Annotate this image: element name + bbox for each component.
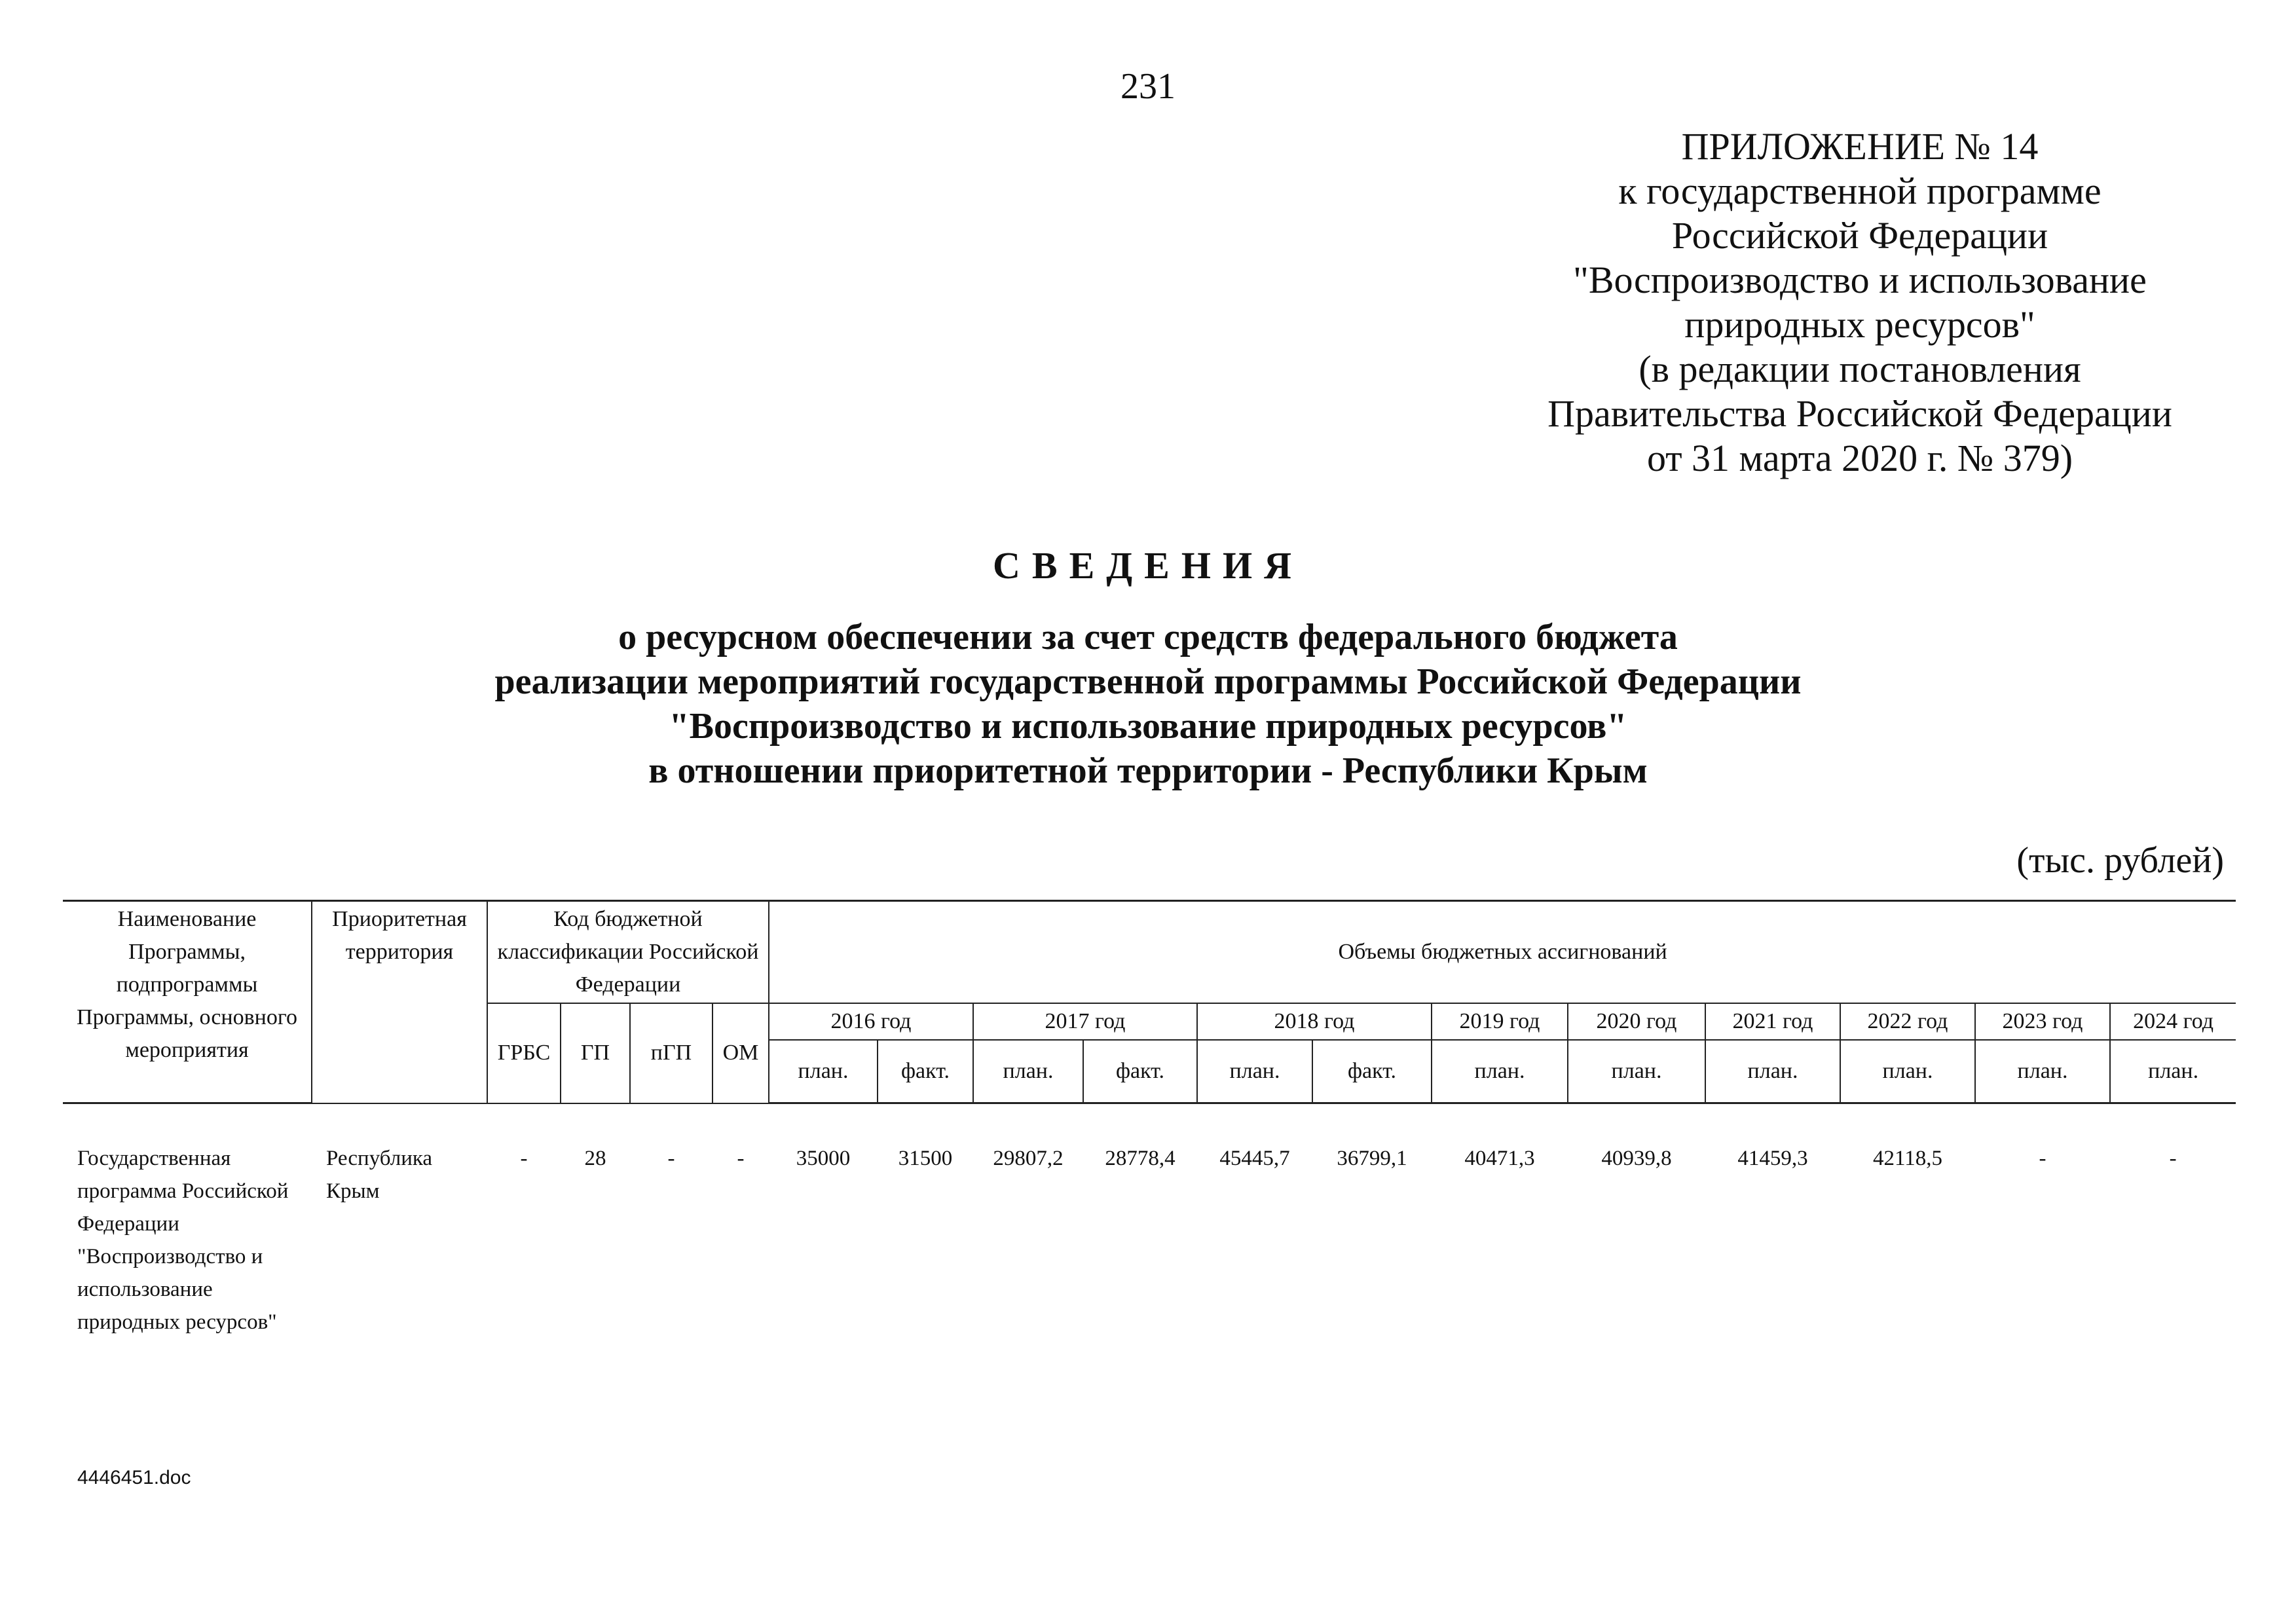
header-name: Наименование Программы, подпрограммы Программы, основного мероприятия <box>63 901 312 1103</box>
units-label: (тыс. рублей) <box>2016 840 2224 881</box>
value-2016-plan: 35000 <box>796 1147 851 1170</box>
header-year-2022: 2022 год <box>1840 1003 1975 1040</box>
header-territory: Приоритетная территория <box>312 901 487 1103</box>
header-year-2018: 2018 год <box>1197 1003 1432 1040</box>
value-2024-plan: - <box>2169 1147 2177 1170</box>
appendix-line: к государственной программе <box>1618 170 2102 212</box>
value-2018-plan: 45445,7 <box>1219 1147 1290 1170</box>
page-number: 231 <box>1120 66 1176 107</box>
value-2022-plan: 42118,5 <box>1873 1147 1943 1170</box>
header-plan: план. <box>1705 1040 1840 1103</box>
subtitle-line: реализации мероприятий государственной программы Российской Федерации <box>494 661 1802 702</box>
header-year-2019: 2019 год <box>1432 1003 1568 1040</box>
value-2020-plan: 40939,8 <box>1601 1147 1672 1170</box>
value-2017-plan: 29807,2 <box>993 1147 1064 1170</box>
header-plan: план. <box>1840 1040 1975 1103</box>
header-fact: факт. <box>1083 1040 1197 1103</box>
header-year-2017: 2017 год <box>973 1003 1197 1040</box>
value-2023-plan: - <box>2039 1147 2046 1170</box>
header-plan: план. <box>1975 1040 2110 1103</box>
header-plan: план. <box>973 1040 1083 1103</box>
appendix-line: (в редакции постановления <box>1639 348 2081 390</box>
header-plan: план. <box>2110 1040 2236 1103</box>
header-fact: факт. <box>1312 1040 1432 1103</box>
row-territory: Республика Крым <box>326 1146 433 1203</box>
value-2018-fact: 36799,1 <box>1337 1147 1407 1170</box>
subtitle-line: о ресурсном обеспечении за счет средств федерального бюджета <box>618 617 1678 657</box>
header-gp: ГП <box>561 1003 630 1103</box>
footer-document-id: 4446451.doc <box>77 1467 191 1488</box>
table-row <box>63 1103 2236 1339</box>
header-budget-code: Код бюджетной классификации Российской Федерации <box>487 901 769 1004</box>
subtitle-line: в отношении приоритетной территории - Республики Крым <box>648 750 1648 791</box>
appendix-line: Российской Федерации <box>1671 214 2048 257</box>
appendix-line: природных ресурсов" <box>1684 303 2035 346</box>
appendix-line: от 31 марта 2020 г. № 379) <box>1646 437 2073 479</box>
document-title: СВЕДЕНИЯ <box>993 544 1303 587</box>
row-pgp: - <box>667 1146 675 1170</box>
value-2016-fact: 31500 <box>898 1147 953 1170</box>
value-2019-plan: 40471,3 <box>1464 1147 1535 1170</box>
appendix-line: ПРИЛОЖЕНИЕ № 14 <box>1681 125 2039 168</box>
appendix-line: Правительства Российской Федерации <box>1547 392 2172 435</box>
row-om: - <box>737 1146 745 1170</box>
header-om: ОМ <box>713 1003 769 1103</box>
header-plan: план. <box>1197 1040 1312 1103</box>
budget-table <box>63 900 2236 1338</box>
document-subtitle <box>0 615 2296 793</box>
header-grbs: ГРБС <box>487 1003 561 1103</box>
header-year-2023: 2023 год <box>1975 1003 2110 1040</box>
header-year-2021: 2021 год <box>1705 1003 1840 1040</box>
header-year-2016: 2016 год <box>769 1003 973 1040</box>
header-fact: факт. <box>878 1040 973 1103</box>
header-year-2020: 2020 год <box>1568 1003 1705 1040</box>
row-gp: 28 <box>584 1146 606 1170</box>
appendix-line: "Воспроизводство и использование <box>1573 259 2147 301</box>
value-2021-plan: 41459,3 <box>1737 1147 1808 1170</box>
header-pgp: пГП <box>630 1003 713 1103</box>
subtitle-line: "Воспроизводство и использование природных ресурсов" <box>669 706 1627 747</box>
row-grbs: - <box>520 1146 528 1170</box>
header-year-2024: 2024 год <box>2110 1003 2236 1040</box>
header-plan: план. <box>769 1040 878 1103</box>
header-plan: план. <box>1568 1040 1705 1103</box>
row-name: Государственная программа Российской Федерации "Воспроизводство и использование природных ресурсов" <box>77 1147 289 1334</box>
header-volumes: Объемы бюджетных ассигнований <box>769 901 2236 1004</box>
appendix-block <box>1500 124 2220 481</box>
value-2017-fact: 28778,4 <box>1105 1147 1176 1170</box>
document-title-block <box>0 544 2296 793</box>
header-plan: план. <box>1432 1040 1568 1103</box>
